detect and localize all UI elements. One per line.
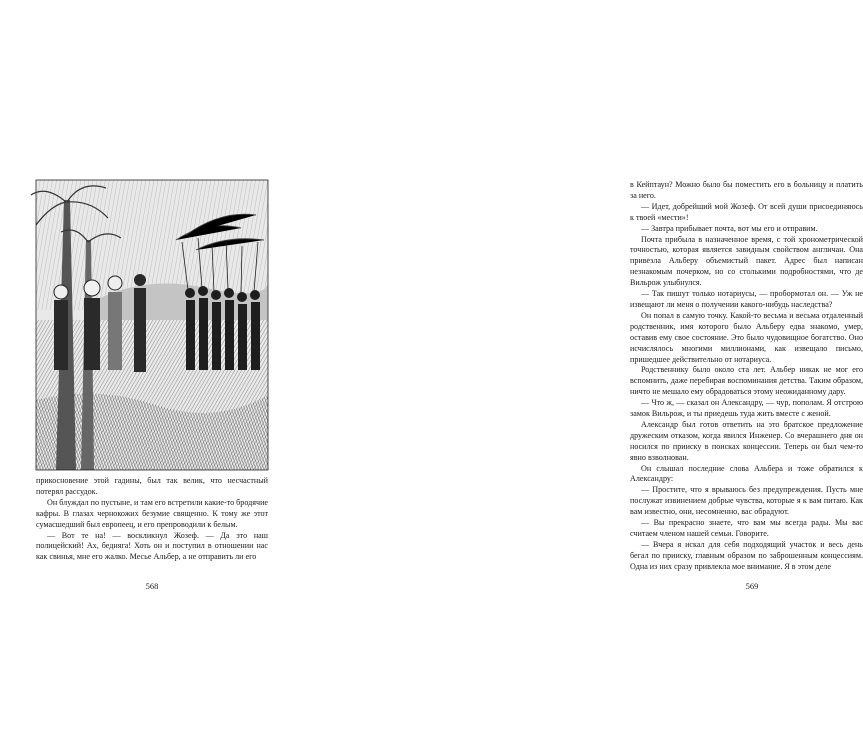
paragraph: — Так пишут только нотариусы, — пробормотал он. — Уж не извещают ли меня о получении какого-нибудь наследства?: [630, 289, 863, 309]
paragraph: — Что ж, — сказал он Александру, — чур, пополам. Я отстрою замок Вильрож, и ты приедешь туда жить вместе с женой.: [630, 398, 863, 419]
engraving-illustration: [36, 180, 268, 470]
paragraph: — Идет, добрейший мой Жозеф. От всей души присоединяюсь к твоей «мести»!: [630, 201, 863, 222]
left-page: [0, 0, 300, 750]
paragraph: — Вот те на! — воскликнул Жозеф. — Да это наш полицейский! Ах, бедняга! Хоть он и поступил в отношении нас как свинья, мне его жалко. Месье Альбер, а не отправить ли его: [36, 530, 268, 562]
page-number-right: 569: [745, 581, 759, 591]
paragraph: — Завтра прибывает почта, вот мы его и отправим.: [641, 223, 818, 233]
right-page-text: [630, 180, 863, 573]
paragraph: Он слышал последние слова Альбера и тоже обратился к Александру:: [630, 463, 863, 484]
right-page: [300, 0, 863, 750]
paragraph: Он блуждал по пустыне, и там его встретили какие-то бродячие кафры. В глазах чернокожих безумие священно. К тому же этот сумасшедший был европеец, и его препроводили к белым.: [36, 497, 268, 529]
paragraph: — Простите, что я врываюсь без предупреждения. Пусть мне послужат извинением добрые чувства, которые я к вам питаю. Как вам известно, они, несомненно, вас обрадуют.: [630, 485, 863, 517]
paragraph: Родственнику было около ста лет. Альбер никак не мог его вспомнить, даже перебирая воспоминания детства. Таким образом, ничто не мешало ему обрадоваться этому неожиданному дару.: [630, 365, 863, 397]
left-page-text: [36, 476, 268, 563]
paragraph: Он попал в самую точку. Какой-то весьма и весьма отдаленный родственник, имя которого было Альберу едва знакомо, умер, оставив ему свое состояние. Это было чудовищное богатство. Оно исчислялось многими миллионами, как извещало письмо, пришедшее действительно от нотариуса.: [630, 310, 863, 364]
paragraph: прикосновение этой гадины, был так велик, что несчастный потерял рассудок.: [36, 476, 268, 496]
paragraph: — Вчера я искал для себя подходящий участок и весь день бегал по прииску, главным образом по заброшенным концессиям. Одна из них сразу привлекла мое внимание. Я в этом деле: [630, 539, 863, 571]
paragraph: Почта прибыла в назначенное время, с той хронометрической точностью, которая является завидным свойством англичан. Она привезла Альберу объемистый пакет. Адрес был написан незнакомым почерком, но со столькими подробностями, что де Вильрож улыбнулся.: [630, 234, 863, 288]
paragraph: — Вы прекрасно знаете, что вам мы всегда рады. Мы вас считаем членом нашей семьи. Говорите.: [630, 518, 863, 538]
paragraph: Александр был готов ответить на это братское предложение дружеским отказом, когда явился Инженер. Со вчерашнего дня он носился по прииску в поисках концессии. Теперь он был чем-то явно взволнован.: [630, 419, 863, 462]
page-number-left: 568: [145, 581, 159, 591]
paragraph: в Кейптаун? Можно было бы поместить его в больницу и платить за него.: [630, 180, 863, 200]
